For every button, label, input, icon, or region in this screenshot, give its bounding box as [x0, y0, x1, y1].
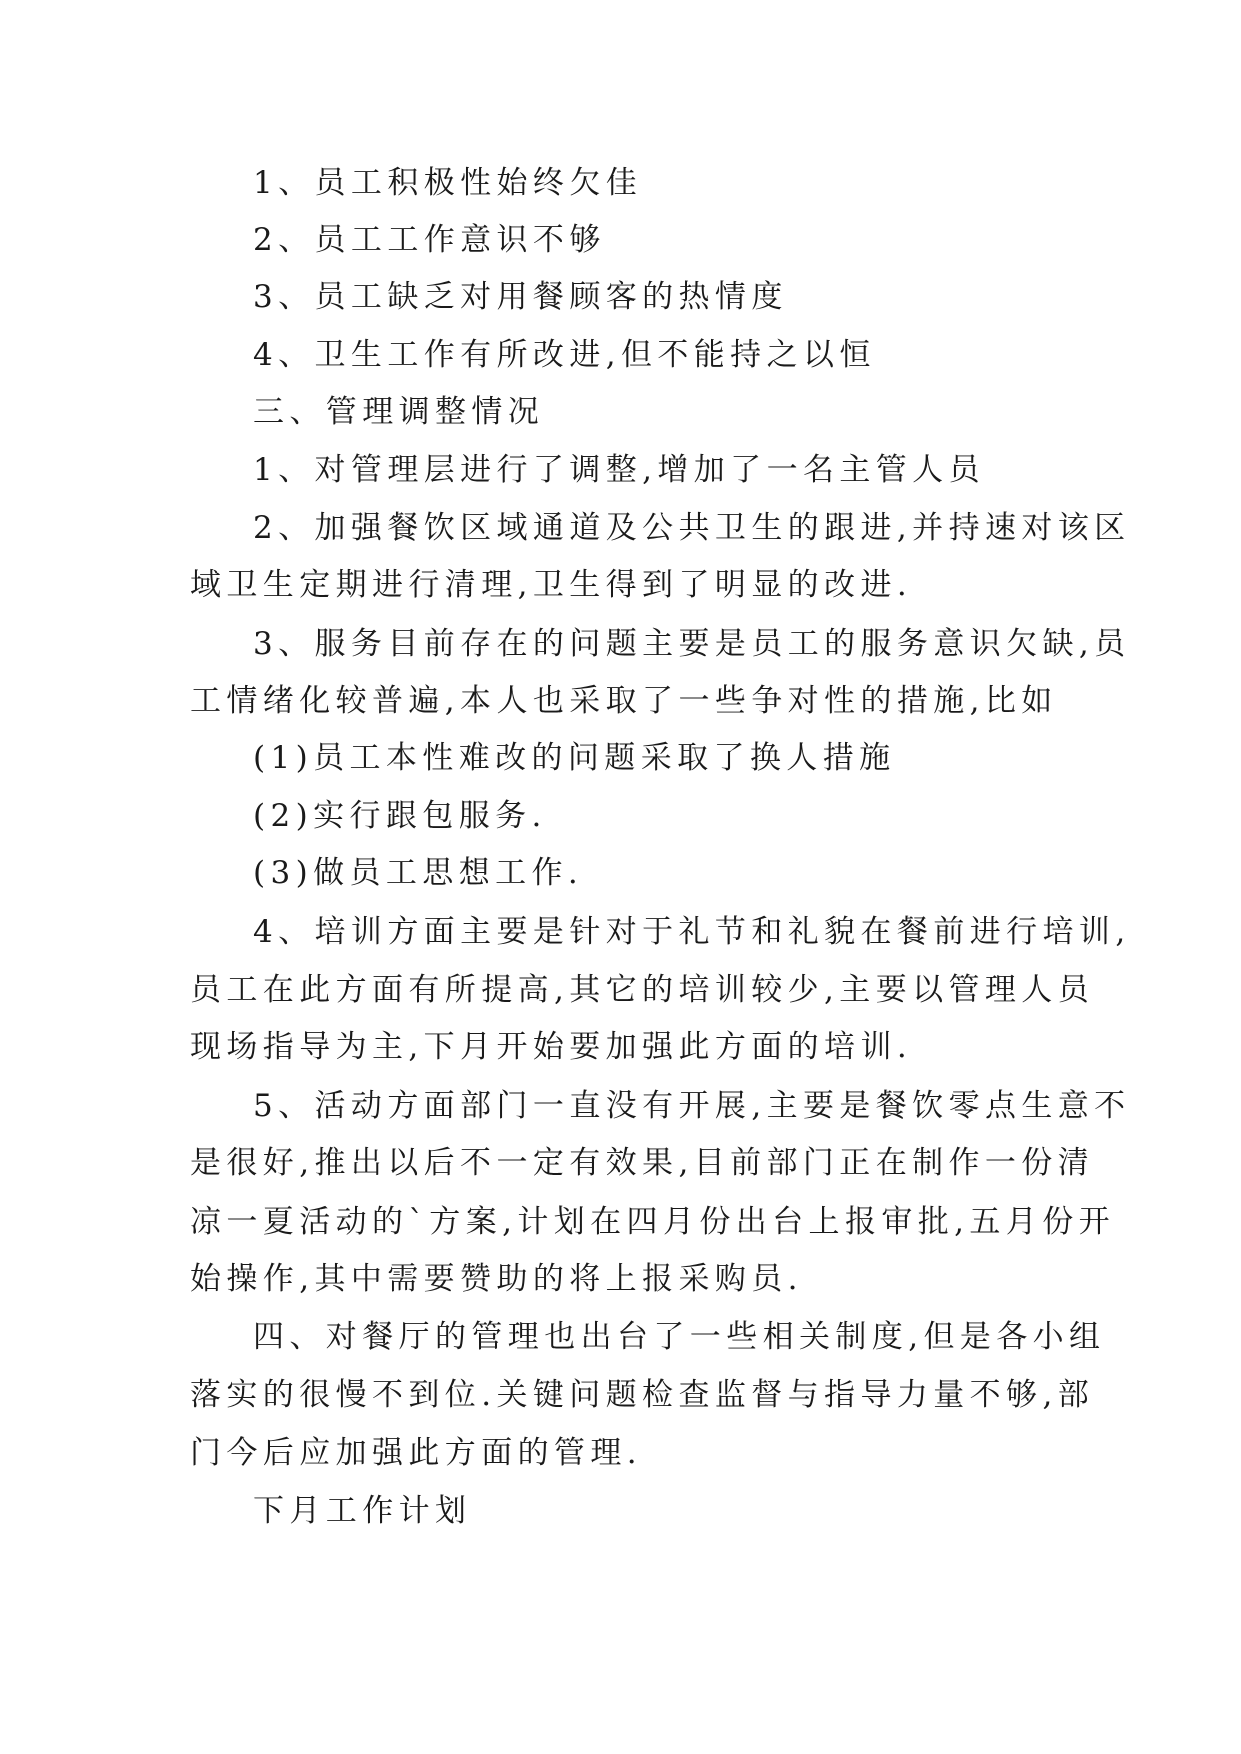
- section-four-line-2: 落实的很慢不到位.关键问题检查监督与指导力量不够,部: [190, 1377, 1095, 1413]
- adjustment-item-4-line-3: 现场指导为主,下月开始要加强此方面的培训.: [190, 1029, 913, 1065]
- measure-item-2: (2)实行跟包服务.: [253, 798, 547, 834]
- adjustment-item-5-line-1: 5、活动方面部门一直没有开展,主要是餐饮零点生意不: [253, 1088, 1131, 1124]
- problem-item-4: 4、卫生工作有所改进,但不能持之以恒: [253, 337, 876, 373]
- adjustment-item-5-line-3: 凉一夏活动的`方案,计划在四月份出台上报审批,五月份开: [190, 1204, 1116, 1240]
- section-four-line-3: 门今后应加强此方面的管理.: [190, 1435, 643, 1471]
- adjustment-item-3-line-1: 3、服务目前存在的问题主要是员工的服务意识欠缺,员: [253, 626, 1131, 662]
- adjustment-item-2-line-1: 2、加强餐饮区域通道及公共卫生的跟进,并持速对该区: [253, 510, 1131, 546]
- section-four-line-1: 四、对餐厅的管理也出台了一些相关制度,但是各小组: [253, 1319, 1106, 1355]
- problem-item-1: 1、员工积极性始终欠佳: [253, 165, 643, 201]
- adjustment-item-4-line-1: 4、培训方面主要是针对于礼节和礼貌在餐前进行培训,: [253, 914, 1131, 950]
- adjustment-item-5-line-4: 始操作,其中需要赞助的将上报采购员.: [190, 1261, 803, 1297]
- adjustment-item-2-line-2: 域卫生定期进行清理,卫生得到了明显的改进.: [190, 567, 913, 603]
- adjustment-item-4-line-2: 员工在此方面有所提高,其它的培训较少,主要以管理人员: [190, 972, 1095, 1008]
- adjustment-item-3-line-2: 工情绪化较普遍,本人也采取了一些争对性的措施,比如: [190, 683, 1058, 719]
- next-month-plan-heading: 下月工作计划: [253, 1493, 472, 1529]
- section-heading-3: 三、管理调整情况: [253, 394, 545, 430]
- measure-item-3: (3)做员工思想工作.: [253, 855, 584, 891]
- problem-item-2: 2、员工工作意识不够: [253, 222, 606, 258]
- problem-item-3: 3、员工缺乏对用餐顾客的热情度: [253, 279, 788, 315]
- adjustment-item-1: 1、对管理层进行了调整,增加了一名主管人员: [253, 452, 985, 488]
- adjustment-item-5-line-2: 是很好,推出以后不一定有效果,目前部门正在制作一份清: [190, 1145, 1095, 1181]
- measure-item-1: (1)员工本性难改的问题采取了换人措施: [253, 740, 896, 776]
